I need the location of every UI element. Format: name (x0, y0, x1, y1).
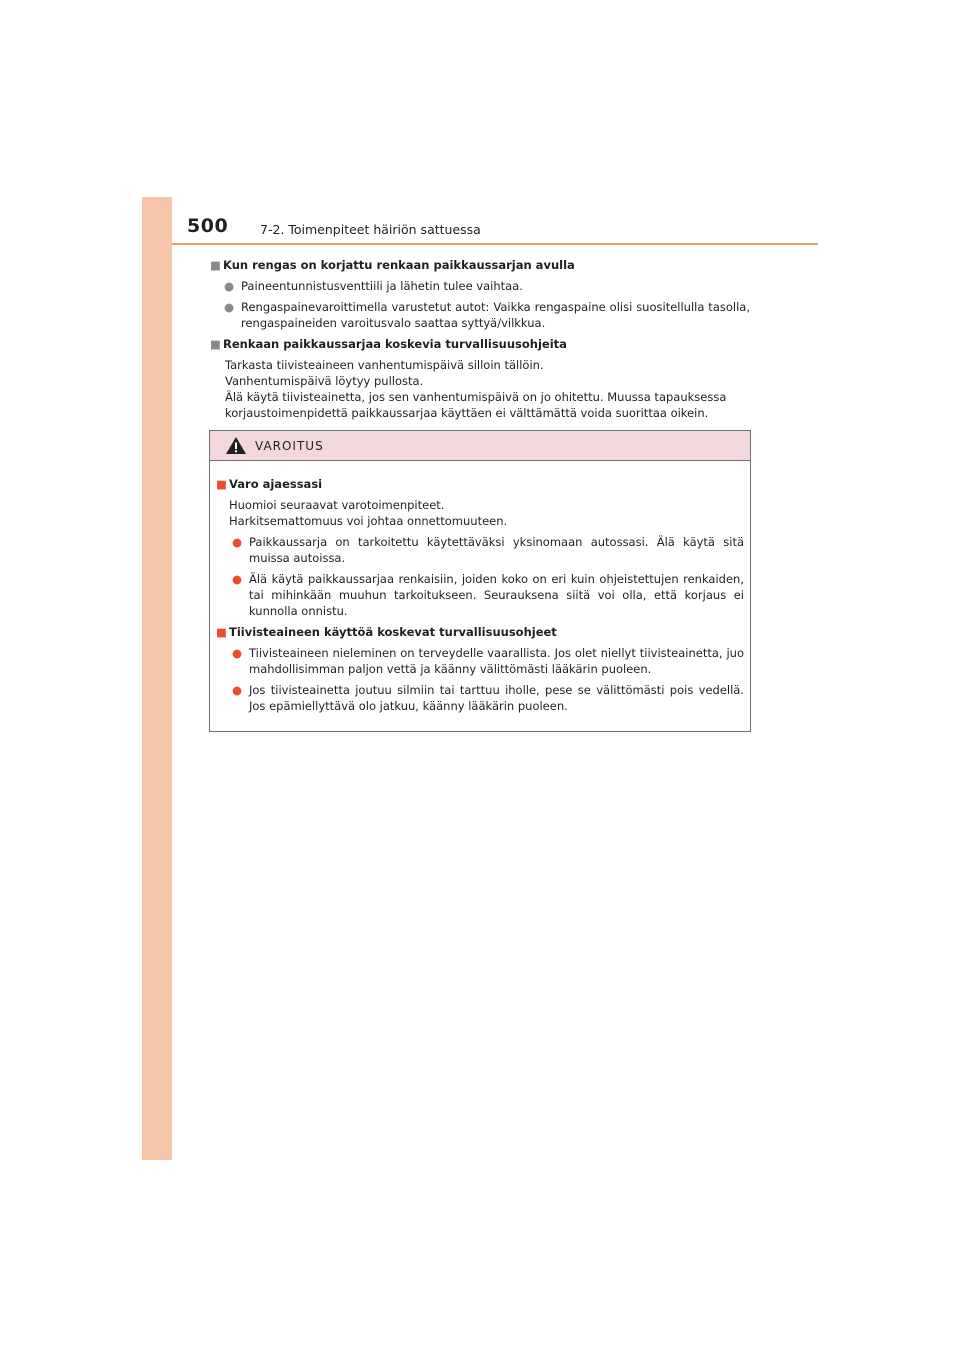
section-heading: ■ Renkaan paikkaussarjaa koskevia turvallisuusohjeita (210, 337, 567, 351)
section-title: 7-2. Toimenpiteet häiriön sattuessa (260, 222, 481, 237)
side-color-strip (142, 197, 172, 1160)
round-bullet-icon: ● (232, 683, 243, 697)
round-bullet-icon: ● (232, 535, 243, 549)
round-bullet-icon: ● (224, 300, 235, 314)
square-bullet-icon: ■ (210, 337, 221, 351)
warning-body (210, 461, 750, 714)
warning-heading: ■ Varo ajaessasi (216, 477, 323, 491)
warning-box (209, 430, 751, 732)
warning-heading: ■ Tiivisteaineen käyttöä koskevat turvallisuusohjeet (216, 625, 557, 639)
list-item: ● Paineentunnistusventtiili ja lähetin tulee vaihtaa. (224, 279, 523, 293)
list-item: ● Rengaspainevaroittimella varustetut autot: Vaikka rengaspaine olisi suositellulla tasolla, rengaspaineiden varoitusvalo saattaa syttyä/vilkkua. (224, 300, 750, 330)
text-line: Harkitsemattomuus voi johtaa onnettomuuteen. (229, 514, 508, 528)
warning-header (210, 431, 750, 461)
list-item: ● Tiivisteaineen nieleminen on terveydelle vaarallista. Jos olet niellyt tiivisteainetta, juo mahdollisimman paljon vettä ja käänny välittömästi lääkärin puoleen. (232, 646, 744, 676)
round-bullet-icon: ● (232, 572, 243, 586)
text-line: Vanhentumispäivä löytyy pullosta. (225, 374, 424, 388)
paragraph (210, 357, 750, 421)
square-bullet-icon: ■ (216, 625, 227, 639)
text-line: korjaustoimenpidettä paikkaussarjaa käyttäen ei välttämättä voida suorittaa oikein. (225, 406, 709, 420)
list-item: ● Jos tiivisteainetta joutuu silmiin tai tarttuu iholle, pese se välittömästi pois vedellä. Jos epämiellyttävä olo jatkuu, käänny lääkärin puoleen. (232, 683, 744, 713)
page-number: 500 (187, 215, 229, 237)
text-line: Huomioi seuraavat varotoimenpiteet. (229, 498, 445, 512)
main-content (210, 257, 750, 431)
list-item: ● Paikkaussarja on tarkoitettu käytettäväksi yksinomaan autossasi. Älä käytä sitä muissa autoissa. (232, 535, 744, 565)
square-bullet-icon: ■ (210, 258, 221, 272)
warning-triangle-icon (225, 436, 247, 455)
square-bullet-icon: ■ (216, 477, 227, 491)
warning-title: VAROITUS (255, 439, 324, 453)
round-bullet-icon: ● (224, 279, 235, 293)
list-item: ● Älä käytä paikkaussarjaa renkaisiin, joiden koko on eri kuin ohjeistettujen renkaiden, tai mihinkään muuhun tarkoitukseen. Seurauksena siitä voi olla, että korjaus ei kunnolla onnistu. (232, 572, 744, 618)
text-line: Tarkasta tiivisteaineen vanhentumispäivä silloin tällöin. (225, 358, 544, 372)
round-bullet-icon: ● (232, 646, 243, 660)
paragraph (216, 497, 744, 529)
text-line: Älä käytä tiivisteainetta, jos sen vanhentumispäivä on jo ohitettu. Muussa tapauksessa (225, 390, 727, 404)
header-rule (172, 243, 818, 245)
section-heading: ■ Kun rengas on korjattu renkaan paikkaussarjan avulla (210, 258, 575, 272)
